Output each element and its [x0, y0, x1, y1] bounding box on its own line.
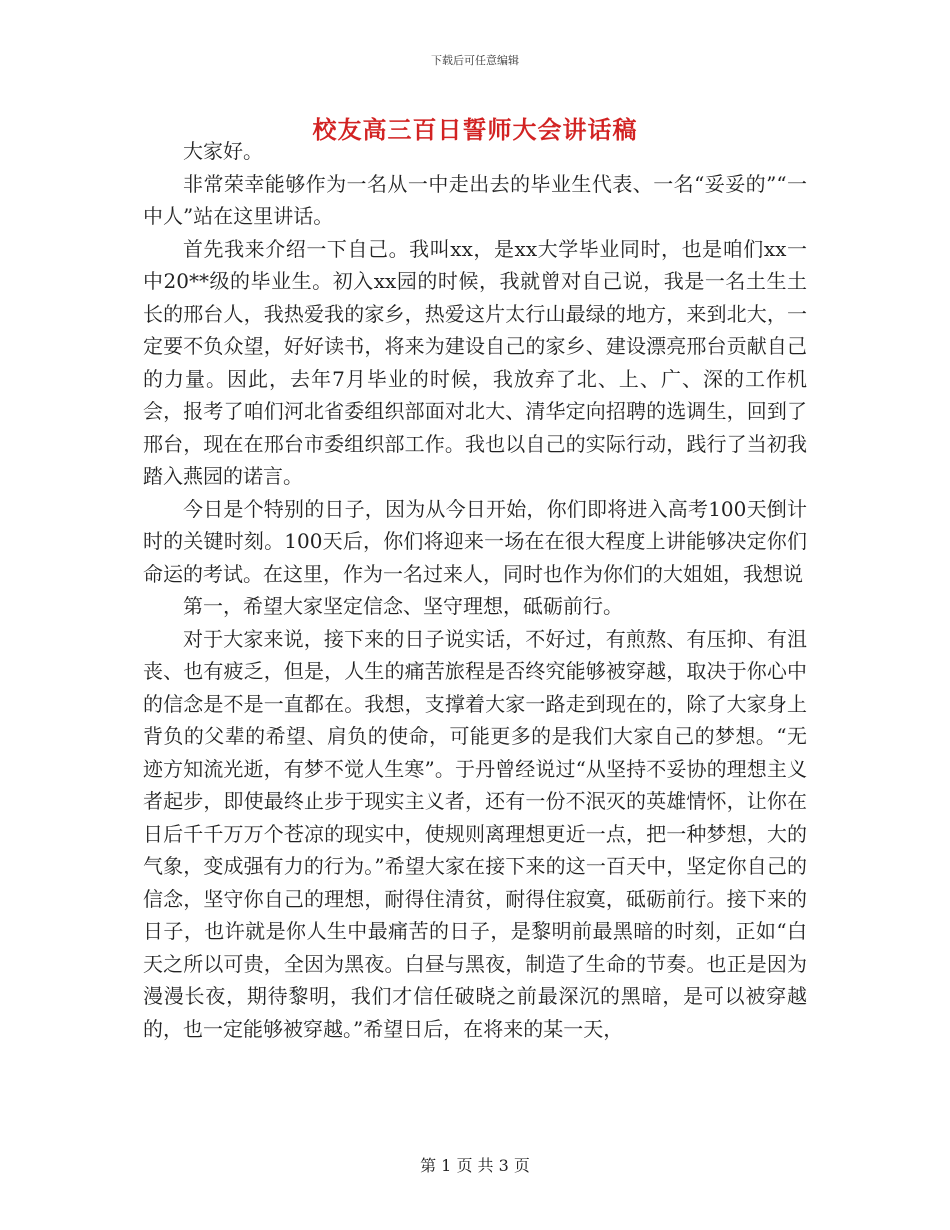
document-title: 校友高三百日誓师大会讲话稿 — [312, 115, 638, 144]
paragraph-belief: 对于大家来说，接下来的日子说实话，不好过，有煎熬、有压抑、有沮丧、也有疲乏，但是，人生的痛苦旅程是否终究能够被穿越，取决于你心中的信念是不是一直都在。我想，支撑着大家一路走到现在的，除了大家身上背负的父辈的希望、肩负的使命，可能更多的是我们大家自己的梦想。“无迹方知流光逝，有梦不觉人生寒”。于丹曾经说过“从坚持不妥协的理想主义者起步，即使最终止步于现实主义者，还有一份不泯灭的英雄情怀，让你在日后千千万万个苍凉的现实中，使规则离理想更近一点，把一种梦想，大的气象，变成强有力的行为。”希望大家在接下来的这一百天中，坚定你自己的信念，坚守你自己的理想，耐得住清贫，耐得住寂寞，砥砺前行。接下来的日子，也许就是你人生中最痛苦的日子，是黎明前最黑暗的时刻，正如“白天之所以可贵，全因为黑夜。白昼与黑夜，制造了生命的节奏。也正是因为漫漫长夜，期待黎明，我们才信任破晓之前最深沉的黑暗，是可以被穿越的，也一定能够被穿越。”希望日后，在将来的某一天， — [143, 626, 807, 1041]
paragraph-special-day: 今日是个特别的日子，因为从今日开始，你们即将进入高考100天倒计时的关键时刻。100天后，你们将迎来一场在在很大程度上讲能够决定你们命运的考试。在这里，作为一名过来人，同时也作为你们的大姐姐，我想说 — [143, 496, 807, 586]
page-footer: 第 1 页 共 3 页 — [420, 1156, 530, 1175]
paragraph-point-one: 第一，希望大家坚定信念、坚守理想，砥砺前行。 — [183, 594, 623, 618]
document-body — [143, 135, 807, 1045]
paragraph-self-introduction: 首先我来介绍一下自己。我叫xx，是xx大学毕业同时，也是咱们xx一中20**级的毕业生。初入xx园的时候，我就曾对自己说，我是一名土生土长的邢台人，我热爱我的家乡，热爱这片太行山最绿的地方，来到北大，一定要不负众望，好好读书，将来为建设自己的家乡、建设漂亮邢台贡献自己的力量。因此，去年7月毕业的时候，我放弃了北、上、广、深的工作机会，报考了咱们河北省委组织部面对北大、清华定向招聘的选调生，回到了邢台，现在在邢台市委组织部工作。我也以自己的实际行动，践行了当初我踏入燕园的诺言。 — [143, 236, 807, 488]
header-note: 下载后可任意编辑 — [431, 54, 519, 67]
paragraph-greeting: 大家好。 — [183, 139, 263, 163]
paragraph-intro: 非常荣幸能够作为一名从一中走出去的毕业生代表、一名“妥妥的”“一中人”站在这里讲话。 — [143, 171, 807, 228]
